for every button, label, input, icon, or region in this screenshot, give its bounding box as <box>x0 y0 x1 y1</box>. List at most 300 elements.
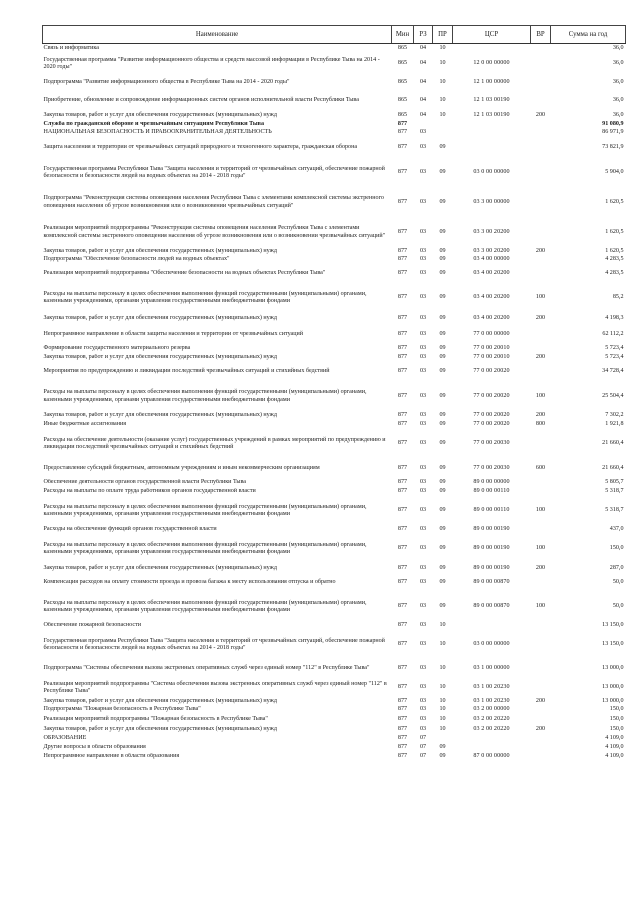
cell-min: 877 <box>397 120 408 127</box>
cell-vr <box>531 679 551 698</box>
cell-vr: 100 <box>535 545 546 552</box>
cell-pr: 10 <box>439 111 446 118</box>
cell-rz: 03 <box>419 715 427 722</box>
cell-name: Другие вопросы в области образования <box>43 744 146 751</box>
cell-csr <box>453 137 531 159</box>
cell-csr: 03 3 00 20200 <box>473 247 510 254</box>
cell-rz: 03 <box>419 665 427 672</box>
cell-sum: 4 109,0 <box>605 753 624 760</box>
table-row <box>43 593 626 622</box>
cell-min: 877 <box>397 294 408 301</box>
cell-name: Закупка товаров, работ и услуг для обеспечения государственных (муниципальных) нужд <box>43 697 277 704</box>
cell-min: 877 <box>397 270 408 277</box>
cell-csr: 12 1 00 00000 <box>473 79 510 86</box>
cell-vr <box>531 265 551 284</box>
cell-min: 877 <box>397 725 408 732</box>
cell-min: 877 <box>397 198 408 205</box>
cell-sum: 150,0 <box>609 725 624 732</box>
cell-vr <box>531 218 551 248</box>
table-row <box>43 430 626 459</box>
cell-vr: 100 <box>535 294 546 301</box>
cell-sum: 5 805,7 <box>605 479 624 486</box>
cell-csr: 03 2 00 20220 <box>473 715 510 722</box>
cell-csr: 77 0 00 20010 <box>473 345 510 352</box>
cell-min: 877 <box>397 622 408 629</box>
cell-vr <box>531 121 551 129</box>
cell-pr: 10 <box>439 706 446 713</box>
cell-min: 877 <box>397 684 408 691</box>
table-row <box>43 660 626 679</box>
table-row <box>43 744 626 753</box>
cell-name: Расходы на выплаты по оплате труда работников органов государственной власти <box>43 488 256 495</box>
cell-pr: 10 <box>439 684 446 691</box>
cell-rz: 03 <box>419 464 427 471</box>
budget-table <box>42 25 626 762</box>
header-rz: РЗ <box>414 26 433 44</box>
cell-name: Закупка товаров, работ и услуг для обеспечения государственных (муниципальных) нужд <box>43 314 277 321</box>
cell-pr: 10 <box>439 641 446 648</box>
cell-csr: 77 0 00 20010 <box>473 354 510 361</box>
cell-rz: 07 <box>419 753 427 760</box>
cell-rz: 03 <box>419 294 427 301</box>
table-row <box>43 129 626 137</box>
cell-min: 877 <box>397 753 408 760</box>
cell-name: ОБРАЗОВАНИЕ <box>43 735 87 742</box>
cell-sum: 4 283,5 <box>605 256 624 263</box>
cell-vr <box>531 188 551 218</box>
cell-vr: 800 <box>535 421 546 428</box>
cell-pr: 09 <box>439 440 446 447</box>
cell-pr <box>433 735 453 744</box>
cell-csr: 89 0 00 00870 <box>473 603 510 610</box>
cell-name: Расходы на обеспечение функций органов государственной власти <box>43 526 217 533</box>
cell-sum: 7 302,2 <box>605 412 624 419</box>
cell-name: Иные бюджетные ассигнования <box>43 421 127 428</box>
table-header-row <box>43 26 626 44</box>
header-sum: Сумма на год <box>551 26 626 44</box>
cell-csr <box>453 121 531 129</box>
cell-rz: 03 <box>419 564 427 571</box>
cell-name: Приобретение, обновление и сопровождение информационных систем органов исполнительной власти Республики Тыва <box>43 96 359 103</box>
cell-name: Компенсация расходов на оплату стоимости проезда и провоза багажа к месту использования отпуска и обратно <box>43 579 336 586</box>
table-row <box>43 76 626 91</box>
cell-csr: 89 0 00 00870 <box>473 579 510 586</box>
cell-rz: 03 <box>419 603 427 610</box>
cell-sum: 73 821,9 <box>602 143 624 150</box>
cell-vr: 200 <box>535 725 546 732</box>
cell-csr: 77 0 00 20020 <box>473 412 510 419</box>
cell-rz: 03 <box>419 706 427 713</box>
cell-csr: 77 0 00 20030 <box>473 440 510 447</box>
cell-vr: 200 <box>535 697 546 704</box>
cell-pr: 10 <box>439 715 446 722</box>
cell-csr: 77 0 00 20020 <box>473 392 510 399</box>
cell-min: 877 <box>397 314 408 321</box>
cell-vr <box>531 631 551 660</box>
cell-name: Закупка товаров, работ и услуг для обеспечения государственных (муниципальных) нужд <box>43 111 277 118</box>
cell-name: Подпрограмма "Системы обеспечения вызова экстренных оперативных служб через единый номер "112" в Республике Тыва" <box>43 665 370 672</box>
cell-rz: 07 <box>419 744 427 751</box>
cell-rz: 03 <box>419 368 427 375</box>
cell-rz <box>414 121 433 129</box>
cell-name: Мероприятия по предупреждению и ликвидации последствий чрезвычайных ситуаций и стихийных бедствий <box>43 368 330 375</box>
table-row <box>43 188 626 218</box>
cell-pr: 10 <box>439 44 446 51</box>
cell-name: Подпрограмма "Пожарная безопасность в Республике Тыва" <box>43 706 201 713</box>
table-row <box>43 44 626 53</box>
header-csr: ЦСР <box>453 26 531 44</box>
cell-vr <box>531 159 551 188</box>
table-row <box>43 284 626 313</box>
cell-sum: 86 971,9 <box>602 128 624 135</box>
cell-pr: 10 <box>439 665 446 672</box>
cell-name: Расходы на выплаты персоналу в целях обеспечения выполнения функций государственными (муниципальными) органами, казенными учреждениями, органами управления государственными внебюджетными фондами <box>43 290 367 304</box>
cell-rz: 03 <box>419 198 427 205</box>
cell-sum: 50,0 <box>612 579 624 586</box>
cell-pr: 10 <box>439 622 446 629</box>
table-row <box>43 111 626 121</box>
table-row <box>43 622 626 631</box>
cell-sum: 1 921,8 <box>605 421 624 428</box>
cell-rz: 03 <box>419 247 427 254</box>
cell-csr: 03 2 00 20220 <box>473 725 510 732</box>
cell-rz: 04 <box>419 96 427 103</box>
cell-min: 877 <box>397 256 408 263</box>
table-row <box>43 354 626 363</box>
table-row <box>43 526 626 535</box>
cell-rz: 03 <box>419 412 427 419</box>
cell-rz: 03 <box>419 345 427 352</box>
cell-min: 877 <box>397 345 408 352</box>
cell-sum: 5 318,7 <box>605 488 624 495</box>
table-row <box>43 459 626 479</box>
cell-csr: 03 0 00 00000 <box>473 169 510 176</box>
cell-rz: 03 <box>419 622 427 629</box>
cell-csr: 03 0 00 00000 <box>473 641 510 648</box>
cell-sum: 287,0 <box>609 564 624 571</box>
cell-name: Реализация мероприятий подпрограммы "Реконструкция системы оповещения населения Республики Тыва с элементами комплексной системы экстренного оповещения населения об угрозе возникновения или о возникновении чрезвычайных ситуаций" <box>43 225 386 239</box>
cell-min: 877 <box>397 579 408 586</box>
cell-rz: 03 <box>419 228 427 235</box>
cell-sum: 4 283,5 <box>605 270 624 277</box>
cell-name: Непрограммное направление в области образования <box>43 753 180 760</box>
cell-min: 877 <box>397 169 408 176</box>
cell-vr: 200 <box>535 564 546 571</box>
cell-name: НАЦИОНАЛЬНАЯ БЕЗОПАСНОСТЬ И ПРАВООХРАНИТЕЛЬНАЯ ДЕЯТЕЛЬНОСТЬ <box>43 128 272 135</box>
cell-pr <box>433 129 453 137</box>
cell-min: 865 <box>397 79 408 86</box>
cell-name: Подпрограмма "Обеспечение безопасности людей на водных объектах" <box>43 256 230 263</box>
cell-name: Обеспечение деятельности органов государственной власти Республики Тыва <box>43 479 246 486</box>
cell-name: Расходы на обеспечение деятельности (оказание услуг) государственных учреждений в рамках мероприятий по предупреждению и ликвидации последствий чрезвычайных ситуаций и стихийных бедствий <box>43 436 386 450</box>
cell-rz: 03 <box>419 128 427 135</box>
cell-min: 877 <box>397 665 408 672</box>
cell-csr: 03 3 00 20200 <box>473 228 510 235</box>
table-row <box>43 53 626 76</box>
cell-vr <box>531 479 551 488</box>
cell-min: 877 <box>397 392 408 399</box>
table-row <box>43 679 626 698</box>
cell-rz: 03 <box>419 579 427 586</box>
cell-sum: 50,0 <box>612 603 624 610</box>
cell-vr: 600 <box>535 464 546 471</box>
cell-sum: 21 660,4 <box>602 464 624 471</box>
cell-csr <box>453 744 531 753</box>
cell-csr: 89 0 00 00000 <box>473 479 510 486</box>
cell-csr: 03 4 00 00000 <box>473 256 510 263</box>
cell-vr <box>531 363 551 382</box>
cell-min: 877 <box>397 706 408 713</box>
cell-vr: 200 <box>535 354 546 361</box>
cell-rz: 04 <box>419 79 427 86</box>
cell-sum: 91 080,9 <box>602 120 624 127</box>
cell-name: Подпрограмма "Развитие информационного общества в Республике Тыва на 2014 - 2020 годы" <box>43 79 290 86</box>
cell-sum: 13 150,0 <box>602 622 624 629</box>
cell-pr: 09 <box>439 354 446 361</box>
cell-vr <box>531 430 551 459</box>
cell-csr: 77 0 00 20020 <box>473 368 510 375</box>
table-body <box>43 44 626 762</box>
cell-sum: 36,0 <box>612 60 624 67</box>
cell-pr: 09 <box>439 314 446 321</box>
cell-rz: 03 <box>419 697 427 704</box>
cell-rz: 03 <box>419 354 427 361</box>
cell-name: Реализация мероприятий подпрограммы "Пожарная безопасность в Республике Тыва" <box>43 715 268 722</box>
table-row <box>43 735 626 744</box>
cell-csr: 12 1 03 00190 <box>473 96 510 103</box>
cell-vr <box>531 488 551 497</box>
cell-sum: 4 109,0 <box>605 735 624 742</box>
cell-csr <box>453 44 531 53</box>
table-row <box>43 715 626 725</box>
cell-sum: 13 000,0 <box>602 684 624 691</box>
cell-sum: 34 728,4 <box>602 368 624 375</box>
cell-vr <box>531 76 551 91</box>
cell-rz: 03 <box>419 725 427 732</box>
cell-rz: 03 <box>419 545 427 552</box>
cell-vr: 100 <box>535 392 546 399</box>
cell-csr <box>453 735 531 744</box>
cell-pr: 10 <box>439 79 446 86</box>
cell-vr: 200 <box>535 314 546 321</box>
cell-sum: 5 723,4 <box>605 345 624 352</box>
cell-rz: 04 <box>419 44 427 51</box>
cell-vr <box>531 735 551 744</box>
cell-csr: 89 0 00 00190 <box>473 564 510 571</box>
cell-min: 865 <box>397 60 408 67</box>
cell-name: Закупка товаров, работ и услуг для обеспечения государственных (муниципальных) нужд <box>43 725 277 732</box>
cell-vr <box>531 129 551 137</box>
table-row <box>43 706 626 715</box>
table-row <box>43 631 626 660</box>
cell-vr: 100 <box>535 507 546 514</box>
cell-min: 877 <box>397 354 408 361</box>
cell-vr <box>531 137 551 159</box>
header-pr: ПР <box>433 26 453 44</box>
cell-pr: 09 <box>439 392 446 399</box>
table-row <box>43 313 626 325</box>
cell-sum: 13 000,0 <box>602 665 624 672</box>
cell-csr: 77 0 00 20020 <box>473 421 510 428</box>
cell-min: 865 <box>397 96 408 103</box>
cell-vr <box>531 91 551 111</box>
cell-csr <box>453 129 531 137</box>
cell-min: 877 <box>397 143 408 150</box>
table-row <box>43 479 626 488</box>
cell-sum: 4 109,0 <box>605 744 624 751</box>
cell-pr: 09 <box>439 247 446 254</box>
cell-sum: 5 723,4 <box>605 354 624 361</box>
table-row <box>43 574 626 593</box>
cell-name: Закупка товаров, работ и услуг для обеспечения государственных (муниципальных) нужд <box>43 247 277 254</box>
cell-vr: 200 <box>535 412 546 419</box>
table-row <box>43 256 626 265</box>
cell-rz: 03 <box>419 421 427 428</box>
cell-min: 877 <box>397 545 408 552</box>
table-row <box>43 698 626 706</box>
table-row <box>43 725 626 735</box>
cell-pr: 10 <box>439 725 446 732</box>
cell-vr <box>531 345 551 354</box>
cell-rz: 03 <box>419 314 427 321</box>
cell-min: 877 <box>397 507 408 514</box>
cell-pr: 09 <box>439 579 446 586</box>
table-row <box>43 497 626 526</box>
cell-sum: 150,0 <box>609 715 624 722</box>
table-row <box>43 488 626 497</box>
cell-csr: 12 1 03 00190 <box>473 111 510 118</box>
cell-vr: 200 <box>535 247 546 254</box>
cell-csr: 03 4 00 20200 <box>473 314 510 321</box>
cell-rz: 03 <box>419 169 427 176</box>
cell-pr: 09 <box>439 228 446 235</box>
cell-min: 877 <box>397 641 408 648</box>
cell-pr: 09 <box>439 545 446 552</box>
cell-sum: 1 620,5 <box>605 198 624 205</box>
cell-sum: 1 620,5 <box>605 228 624 235</box>
table-row <box>43 535 626 564</box>
cell-sum: 1 620,5 <box>605 247 624 254</box>
cell-name: Закупка товаров, работ и услуг для обеспечения государственных (муниципальных) нужд <box>43 412 277 419</box>
table-row <box>43 248 626 256</box>
cell-pr: 09 <box>439 345 446 352</box>
cell-sum: 150,0 <box>609 706 624 713</box>
cell-sum: 36,0 <box>612 44 624 51</box>
cell-vr <box>531 706 551 715</box>
cell-min: 877 <box>397 697 408 704</box>
cell-vr <box>531 256 551 265</box>
table-row <box>43 218 626 248</box>
cell-csr: 89 0 00 00110 <box>473 507 510 514</box>
cell-name: Государственная программа Республики Тыва "Защита населения и территорий от чрезвычайных ситуаций, обеспечение пожарной безопасности и безопасности людей на водных объектах на 2014 - 2018 годы" <box>43 165 385 179</box>
table-row <box>43 363 626 382</box>
cell-csr: 03 2 00 00000 <box>473 706 510 713</box>
table-row <box>43 421 626 430</box>
cell-rz: 03 <box>419 392 427 399</box>
cell-name: Связь и информатика <box>43 44 99 51</box>
cell-csr: 77 0 00 00000 <box>473 330 510 337</box>
cell-pr: 09 <box>439 270 446 277</box>
cell-csr: 03 4 00 20200 <box>473 270 510 277</box>
cell-min: 877 <box>397 412 408 419</box>
table-row <box>43 382 626 412</box>
cell-name: Расходы на выплаты персоналу в целях обеспечения выполнения функций государственными (муниципальными) органами, казенными учреждениями, органами управления государственными внебюджетными фондами <box>43 503 367 517</box>
cell-rz: 03 <box>419 440 427 447</box>
cell-vr <box>531 526 551 535</box>
cell-pr: 09 <box>439 294 446 301</box>
cell-csr: 89 0 00 00190 <box>473 545 510 552</box>
cell-csr: 87 0 00 00000 <box>473 753 510 760</box>
cell-sum: 437,0 <box>609 526 624 533</box>
cell-pr: 09 <box>439 256 446 263</box>
cell-rz: 07 <box>419 735 427 742</box>
cell-name: Расходы на выплаты персоналу в целях обеспечения выполнения функций государственными (муниципальными) органами, казенными учреждениями, органами управления государственными внебюджетными фондами <box>43 389 367 403</box>
cell-csr: 03 1 00 20230 <box>473 697 510 704</box>
cell-min: 877 <box>397 715 408 722</box>
cell-name: Предоставление субсидий бюджетным, автономным учреждениям и иным некоммерческим организациям <box>43 464 320 471</box>
cell-csr: 89 0 00 00190 <box>473 526 510 533</box>
cell-vr <box>531 660 551 679</box>
cell-min: 877 <box>397 128 408 135</box>
table-row <box>43 753 626 762</box>
table-row <box>43 121 626 129</box>
cell-pr: 09 <box>439 479 446 486</box>
cell-rz: 03 <box>419 526 427 533</box>
cell-pr: 09 <box>439 526 446 533</box>
cell-pr: 09 <box>439 488 446 495</box>
cell-csr: 03 3 00 00000 <box>473 198 510 205</box>
cell-min: 877 <box>397 421 408 428</box>
cell-vr <box>531 753 551 762</box>
cell-name: Обеспечение пожарной безопасности <box>43 622 142 629</box>
cell-sum: 36,0 <box>612 79 624 86</box>
cell-name: Расходы на выплаты персоналу в целях обеспечения выполнения функций государственными (муниципальными) органами, казенными учреждениями, органами управления государственными внебюджетными фондами <box>43 541 367 555</box>
cell-vr <box>531 53 551 76</box>
cell-sum: 36,0 <box>612 96 624 103</box>
cell-min: 865 <box>397 44 408 51</box>
cell-sum: 5 318,7 <box>605 507 624 514</box>
cell-pr <box>433 121 453 129</box>
cell-sum: 13 000,0 <box>602 697 624 704</box>
table-row <box>43 325 626 345</box>
cell-pr: 09 <box>439 330 446 337</box>
cell-sum: 62 112,2 <box>602 330 624 337</box>
cell-pr: 09 <box>439 169 446 176</box>
table-row <box>43 265 626 284</box>
cell-name: Непрограммное направление в области защиты населения и территории от чрезвычайных ситуаций <box>43 330 304 337</box>
cell-rz: 03 <box>419 143 427 150</box>
cell-csr: 77 0 00 20030 <box>473 464 510 471</box>
cell-pr: 10 <box>439 60 446 67</box>
cell-rz: 04 <box>419 111 427 118</box>
cell-pr: 09 <box>439 198 446 205</box>
cell-sum: 85,2 <box>612 294 624 301</box>
cell-pr: 10 <box>439 697 446 704</box>
table-row <box>43 412 626 421</box>
cell-pr: 09 <box>439 744 446 751</box>
cell-vr <box>531 325 551 345</box>
cell-min: 877 <box>397 564 408 571</box>
cell-min: 877 <box>397 744 408 751</box>
cell-sum: 36,0 <box>612 111 624 118</box>
cell-sum: 4 198,3 <box>605 314 624 321</box>
cell-min: 877 <box>397 247 408 254</box>
cell-rz: 03 <box>419 488 427 495</box>
cell-min: 877 <box>397 464 408 471</box>
table-row <box>43 137 626 159</box>
cell-pr: 09 <box>439 507 446 514</box>
cell-sum: 150,0 <box>609 545 624 552</box>
